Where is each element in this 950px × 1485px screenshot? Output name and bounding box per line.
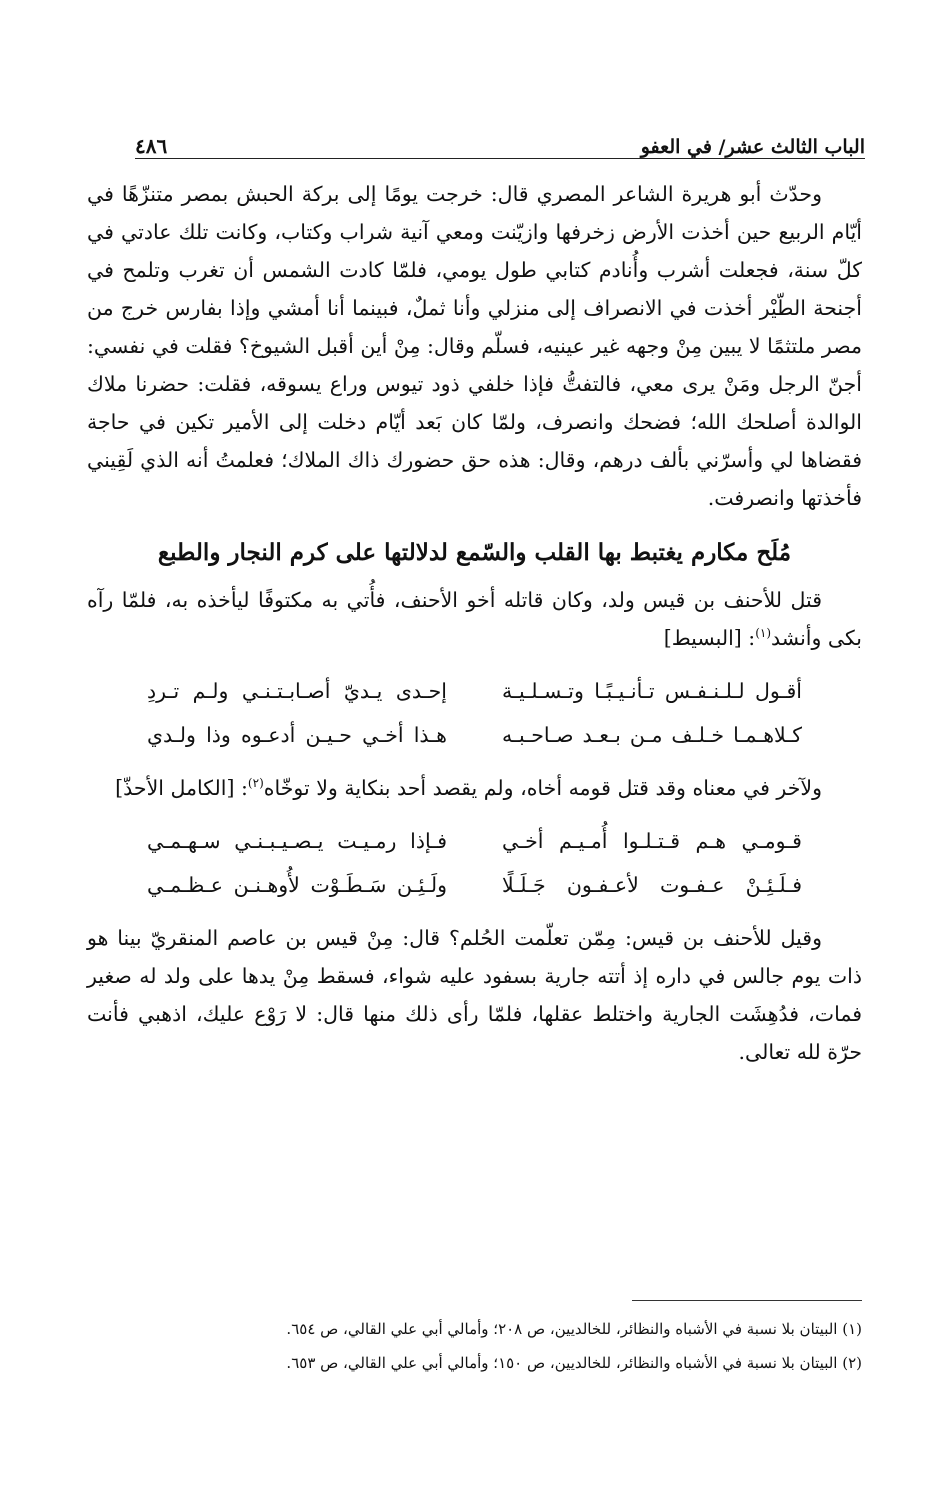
poem-basit	[87, 669, 862, 757]
verse-line	[87, 713, 862, 757]
verse-line	[87, 863, 862, 907]
verse-first-hemistich: قـومـي هـم قـتـلـوا أُمـيـم أخـي	[502, 829, 802, 853]
footnote-marker-2: (٢)	[247, 776, 264, 791]
paragraph-qays-ibn-asim: وقيل للأحنف بن قيس: مِمّن تعلّمت الحُلم؟ قال: مِنْ قيس بن عاصم المنقريّ بينا هو ذات يوم جالس في داره إذ أتته جارية بسفود عليه شواء، فسقط مِنْ يدها على ولد له صغير فمات، فدُهِشَت الجارية واختلط عقلها، فلمّا رأى ذلك منها قال: لا رَوْع عليك، اذهبي فأنت حرّة لله تعالى.	[87, 926, 862, 1064]
verse-second-hemistich: ولَـئِـن سَـطَـوْت لأُوهـنـن عـظـمـي	[147, 873, 447, 897]
verse-first-hemistich: أقـول لـلـنـفـس تـأنـيـبًـا وتـسـلـيـة	[502, 679, 802, 703]
verse-first-hemistich: كـلاهـمـا خـلـف مـن بـعـد صـاحـبـه	[502, 723, 802, 747]
meter-label: : [الكامل الأحذّ]	[115, 776, 248, 800]
verse-line	[87, 819, 862, 863]
section-heading: مُلَح مكارم يغتبط بها القلب والسّمع لدلالتها على كرم النجار والطبع	[157, 539, 792, 566]
paragraph-ahnaf-son	[87, 581, 862, 657]
meter-label: : [البسيط]	[663, 626, 756, 650]
footnote-1: (١) البيتان بلا نسبة في الأشباه والنظائر، للخالديين، ص ٢٠٨؛ وأمالي أبي علي القالي، ص ٦٥٤.	[286, 1320, 862, 1338]
header-rule	[135, 158, 865, 159]
verse-second-hemistich: إحـدى يـديّ أصـابـتـنـي ولـم تـردِ	[147, 679, 447, 703]
footnote-marker-1: (١)	[755, 626, 772, 641]
paragraph-abu-hurayra: وحدّث أبو هريرة الشاعر المصري قال: خرجت يومًا إلى بركة الحبش بمصر متنزّهًا في أيّام الربيع حين أخذت الأرض زخرفها وازيّنت ومعي آنية شراب وكتاب، وكانت تلك عادتي في كلّ سنة، فجعلت أشرب وأُنادم كتابي طول يومي، فلمّا كادت الشمس أن تغرب وتلمح في أجنحة الطّيْر أخذت في الانصراف إلى منزلي وأنا ثملٌ، فبينما أنا أمشي وإذا بفارس خرج من مصر ملتثمًا لا يبين مِنْ وجهه غير عينيه، فسلّم وقال: مِنْ أين أقبل الشيوخ؟ فقلت في نفسي: أجنّ الرجل ومَنْ يرى معي، فالتفتُّ فإذا خلفي ذود تيوس وراع يسوقه، فقلت: حضرنا ملاك الوالدة أصلحك الله؛ فضحك وانصرف، ولمّا كان بَعد أيّام دخلت إلى الأمير تكين في حاجة فقضاها لي وأسرّني بألف درهم، وقال: هذه حق حضورك ذاك الملاك؛ فعلمتُ أنه الذي لَقِيني فأخذتها وانصرفت.	[87, 182, 862, 510]
paragraph-text: ولآخر في معناه وقد قتل قومه أخاه، ولم يقصد أحد بنكاية ولا توخّاه	[263, 776, 822, 800]
footnote-rule	[632, 1300, 862, 1301]
verse-second-hemistich: هـذا أخـي حـيـن أدعـوه وذا ولـدي	[147, 723, 447, 747]
main-text	[87, 175, 862, 1071]
footnotes	[87, 1312, 862, 1380]
running-header	[135, 118, 865, 158]
page-number: ٤٨٦	[135, 134, 168, 158]
verse-second-hemistich: فـإذا رمـيـت يـصـيـبـنـي سـهـمـي	[147, 829, 447, 853]
paragraph-text: قتل للأحنف بن قيس ولد، وكان قاتله أخو الأحنف، فأُتي به مكتوفًا ليأخذه به، فلمّا رآه بكى وأنشد	[87, 588, 862, 650]
verse-first-hemistich: فـلَـئِـنْ عـفـوت لأعـفـون جَـلَـلًا	[502, 873, 802, 897]
poem-kamil	[87, 819, 862, 907]
paragraph-another-poet	[87, 769, 862, 807]
verse-line	[87, 669, 862, 713]
chapter-title: الباب الثالث عشر/ في العفو	[640, 136, 865, 158]
footnote-2: (٢) البيتان بلا نسبة في الأشباه والنظائر، للخالديين، ص ١٥٠؛ وأمالي أبي علي القالي، ص ٦٥٣.	[286, 1354, 862, 1372]
